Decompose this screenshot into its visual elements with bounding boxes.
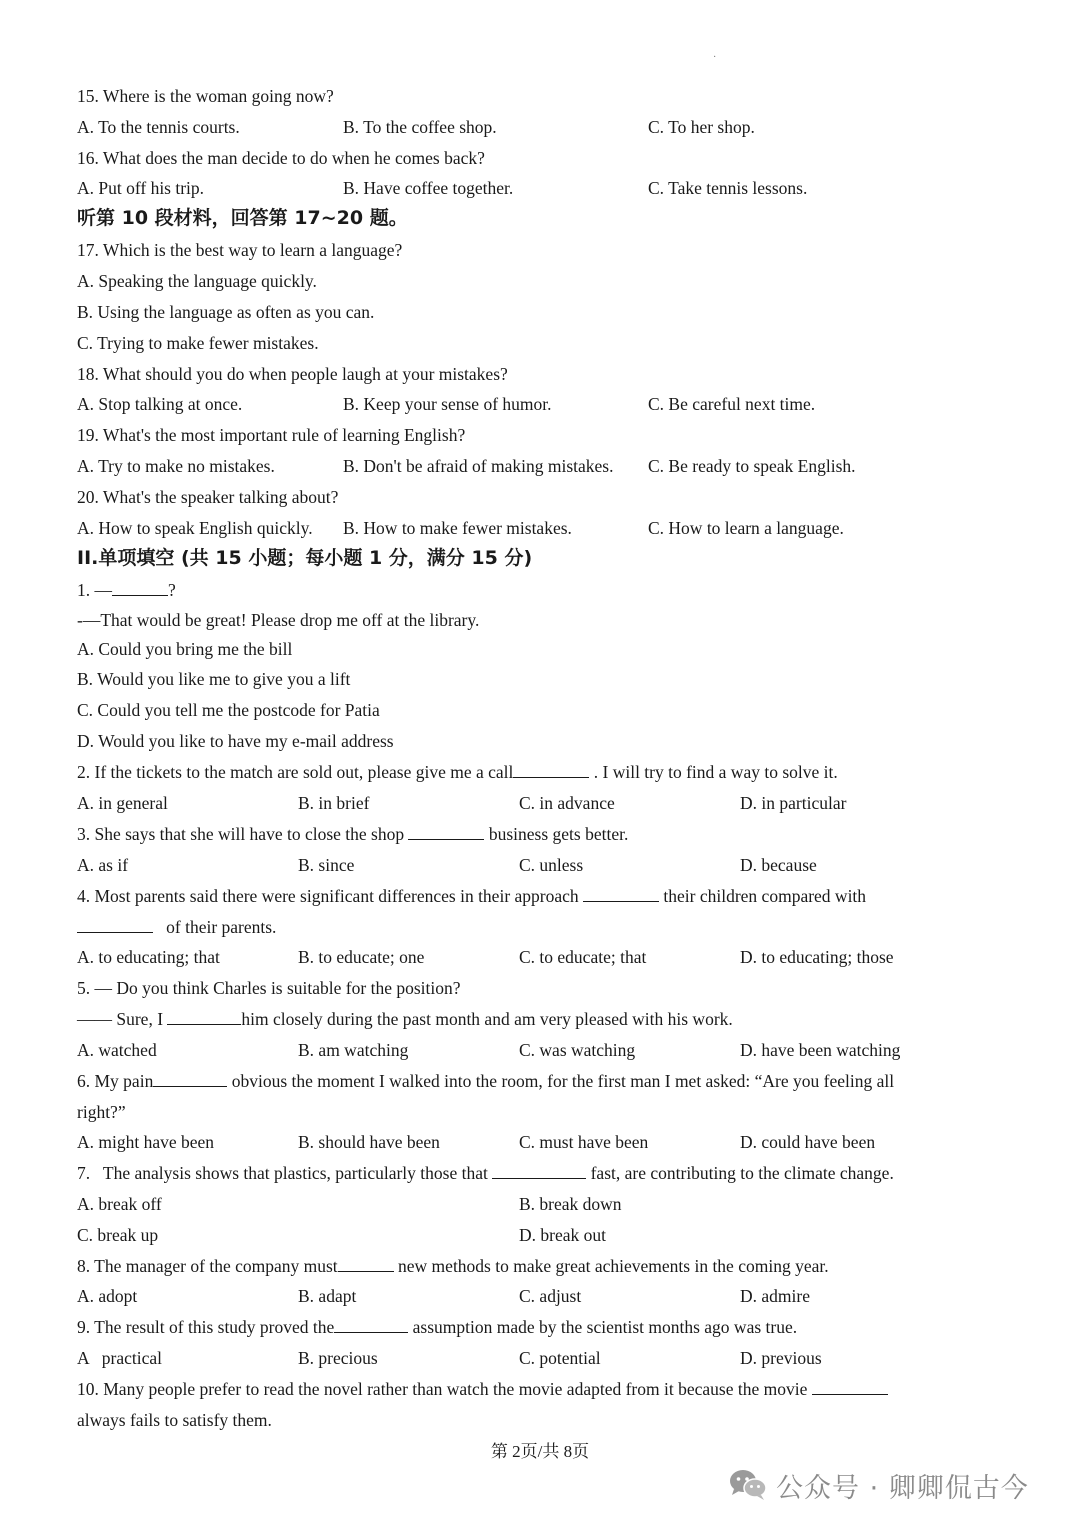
s7-option-b: B. break down: [519, 1194, 622, 1214]
s2-stem: [77, 761, 838, 783]
s4-stem-line-2: [77, 916, 276, 938]
q20-stem: 20. What's the speaker talking about?: [77, 487, 339, 507]
s3-blank: [408, 823, 484, 840]
s5-option-a: A. watched: [77, 1040, 157, 1060]
s3-stem-post: business gets better.: [488, 824, 629, 844]
s4-option-b: B. to educate; one: [298, 947, 425, 967]
q20-option-a: A. How to speak English quickly.: [77, 518, 313, 538]
s10-stem-line-2: always fails to satisfy them.: [77, 1410, 272, 1430]
s1-stem-post: ?: [168, 580, 176, 600]
q20-option-c: C. How to learn a language.: [648, 518, 844, 538]
s8-stem: [77, 1255, 829, 1277]
q16-option-c: C. Take tennis lessons.: [648, 178, 808, 198]
q15-stem: 15. Where is the woman going now?: [77, 86, 334, 106]
s7-stem: [77, 1162, 894, 1184]
s7-option-a: A. break off: [77, 1194, 162, 1214]
s5-reply-post: him closely during the past month and am very pleased with his work.: [241, 1009, 733, 1029]
s7-option-d: D. break out: [519, 1225, 606, 1245]
s9-blank: [334, 1316, 408, 1333]
s8-option-b: B. adapt: [298, 1286, 357, 1306]
s6-option-b: B. should have been: [298, 1132, 440, 1152]
s5-stem: 5. — Do you think Charles is suitable for the position?: [77, 978, 461, 998]
q20-option-b: B. How to make fewer mistakes.: [343, 518, 572, 538]
s5-reply-pre: —— Sure, I: [77, 1009, 164, 1029]
s4-stem-post2: of their parents.: [166, 917, 277, 937]
s3-stem: [77, 823, 628, 845]
s5-option-d: D. have been watching: [740, 1040, 901, 1060]
s4-stem: [77, 885, 866, 907]
q16-option-b: B. Have coffee together.: [343, 178, 514, 198]
s6-stem-line-2: right?”: [77, 1102, 126, 1122]
q18-option-c: C. Be careful next time.: [648, 394, 816, 414]
s1-blank: [112, 579, 168, 596]
s4-stem-post: their children compared with: [663, 886, 867, 906]
s9-option-d: D. previous: [740, 1348, 822, 1368]
s1-option-b: B. Would you like me to give you a lift: [77, 669, 351, 689]
s4-option-c: C. to educate; that: [519, 947, 647, 967]
s3-option-c: C. unless: [519, 855, 584, 875]
s10-stem-pre: 10. Many people prefer to read the novel rather than watch the movie adapted from it because the movie: [77, 1379, 808, 1399]
s4-blank-2: [77, 916, 153, 933]
s2-stem-pre: 2. If the tickets to the match are sold out, please give me a call: [77, 762, 514, 782]
s1-option-a: A. Could you bring me the bill: [77, 639, 293, 659]
s6-stem-pre: 6. My pain: [77, 1071, 154, 1091]
s6-option-c: C. must have been: [519, 1132, 649, 1152]
s9-stem-post: assumption made by the scientist months ago was true.: [412, 1317, 798, 1337]
s3-option-d: D. because: [740, 855, 817, 875]
q16-stem: 16. What does the man decide to do when he comes back?: [77, 148, 485, 168]
s3-stem-pre: 3. She says that she will have to close the shop: [77, 824, 405, 844]
q19-option-b: B. Don't be afraid of making mistakes.: [343, 456, 614, 476]
s8-stem-pre: 8. The manager of the company must: [77, 1256, 338, 1276]
q18-option-b: B. Keep your sense of humor.: [343, 394, 552, 414]
s2-blank: [513, 761, 589, 778]
q15-option-b: B. To the coffee shop.: [343, 117, 497, 137]
q18-option-a: A. Stop talking at once.: [77, 394, 243, 414]
s5-option-b: B. am watching: [298, 1040, 409, 1060]
q19-stem: 19. What's the most important rule of learning English?: [77, 425, 466, 445]
q16-option-a: A. Put off his trip.: [77, 178, 205, 198]
s10-blank: [812, 1378, 888, 1395]
s7-stem-post: fast, are contributing to the climate change.: [590, 1163, 894, 1183]
s9-stem: [77, 1316, 797, 1338]
s2-option-a: A. in general: [77, 793, 168, 813]
s9-option-c: C. potential: [519, 1348, 601, 1368]
s8-option-a: A. adopt: [77, 1286, 138, 1306]
watermark-text: 公众号 · 卿卿侃古今: [776, 1472, 1029, 1504]
s8-blank: [338, 1255, 394, 1272]
s3-option-a: A. as if: [77, 855, 129, 875]
wechat-watermark: [728, 1465, 1029, 1505]
s4-option-d: D. to educating; those: [740, 947, 894, 967]
q19-option-a: A. Try to make no mistakes.: [77, 456, 275, 476]
s10-stem: [77, 1378, 888, 1400]
s3-option-b: B. since: [298, 855, 355, 875]
s5-option-c: C. was watching: [519, 1040, 636, 1060]
wechat-icon: [728, 1468, 768, 1502]
s7-option-c: C. break up: [77, 1225, 159, 1245]
q17-option-c: C. Trying to make fewer mistakes.: [77, 333, 319, 353]
s9-option-b: B. precious: [298, 1348, 378, 1368]
s2-option-d: D. in particular: [740, 793, 847, 813]
s9-option-a: A practical: [77, 1348, 163, 1368]
s5-reply: [77, 1008, 733, 1030]
s8-stem-post: new methods to make great achievements in the coming year.: [398, 1256, 829, 1276]
s1-option-d: D. Would you like to have my e-mail address: [77, 731, 394, 751]
page-footer: 第 2页/共 8页: [490, 1442, 590, 1461]
s4-stem-pre: 4. Most parents said there were significant differences in their approach: [77, 886, 579, 906]
s1-reply: -—That would be great! Please drop me off at the library.: [77, 610, 480, 630]
s6-option-d: D. could have been: [740, 1132, 876, 1152]
q15-option-a: A. To the tennis courts.: [77, 117, 240, 137]
s6-stem-post: obvious the moment I walked into the room, for the first man I met asked: “Are you feeling all: [231, 1071, 895, 1091]
corner-mark: ·: [713, 52, 717, 63]
s6-blank: [153, 1070, 227, 1087]
s6-option-a: A. might have been: [77, 1132, 215, 1152]
q17-stem: 17. Which is the best way to learn a language?: [77, 240, 403, 260]
s1-option-c: C. Could you tell me the postcode for Patia: [77, 700, 380, 720]
s4-option-a: A. to educating; that: [77, 947, 220, 967]
s8-option-c: C. adjust: [519, 1286, 582, 1306]
listening-heading-10: 听第 10 段材料，回答第 17~20 题。: [77, 207, 408, 229]
section-2-heading: II.单项填空 (共 15 小题；每小题 1 分，满分 15 分): [77, 547, 533, 569]
q19-option-c: C. Be ready to speak English.: [648, 456, 856, 476]
s2-option-c: C. in advance: [519, 793, 615, 813]
q17-option-a: A. Speaking the language quickly.: [77, 271, 317, 291]
s6-stem: [77, 1070, 894, 1092]
s8-option-d: D. admire: [740, 1286, 810, 1306]
s1-stem: [77, 579, 176, 601]
q18-stem: 18. What should you do when people laugh at your mistakes?: [77, 364, 508, 384]
s5-blank: [167, 1008, 241, 1025]
q15-option-c: C. To her shop.: [648, 117, 755, 137]
s7-blank: [492, 1162, 586, 1179]
s9-stem-pre: 9. The result of this study proved the: [77, 1317, 335, 1337]
q17-option-b: B. Using the language as often as you can.: [77, 302, 375, 322]
s1-stem-pre: 1. —: [77, 580, 112, 600]
s2-stem-post: . I will try to find a way to solve it.: [593, 762, 838, 782]
s2-option-b: B. in brief: [298, 793, 370, 813]
s7-stem-pre: 7. The analysis shows that plastics, particularly those that: [77, 1163, 488, 1183]
s4-blank-1: [583, 885, 659, 902]
